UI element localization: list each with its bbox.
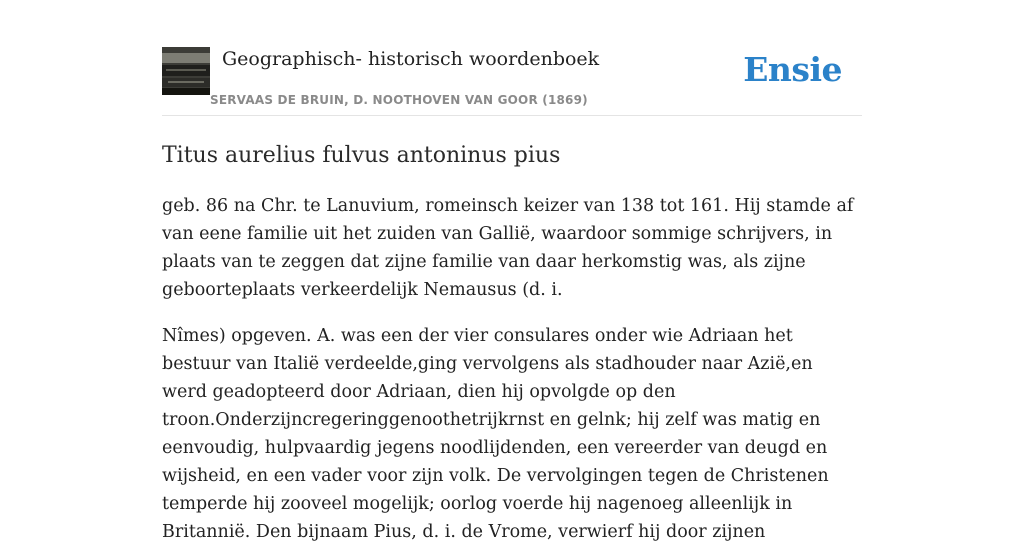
book-title[interactable]: Geographisch- historisch woordenboek	[222, 48, 600, 70]
entry-paragraph: Nîmes) opgeven. A. was een der vier consulares onder wie Adriaan het bestuur van Italië verdeelde,ging vervolgens als stadhouder naar Azië,en werd geadopteerd door Adriaan, dien hij opvolgde op den troon.Onderzijncregeringgenoothetrijkrnst en gelnk; hij zelf was matig en eenvoudig, hulpvaardig jegens noodlijdenden, een vereerder van deugd en wijsheid, en een vader voor zijn volk. De vervolgingen tegen de Christenen temperde hij zooveel mogelijk; oorlog voerde hij nagenoeg alleenlijk in Britannië. Den bijnaam Pius, d. i. de Vrome, verwierf hij door zijnen	[162, 326, 829, 542]
header	[162, 46, 862, 116]
brand-logo[interactable]: Ensie	[743, 50, 842, 89]
entry-paragraph: geb. 86 na Chr. te Lanuvium, romeinsch keizer van 138 tot 161. Hij stamde af van eene familie uit het zuiden van Gallië, waardoor sommige schrijvers, in plaats van te zeggen dat zijne familie van daar herkomstig was, als zijne geboorteplaats verkeerdelijk Nemausus (d. i.	[162, 196, 854, 300]
page	[162, 0, 862, 546]
entry-title: Titus aurelius fulvus antoninus pius	[162, 143, 561, 168]
book-cover-icon[interactable]	[162, 47, 210, 95]
book-author: SERVAAS DE BRUIN, D. NOOTHOVEN VAN GOOR (1869)	[210, 93, 588, 107]
